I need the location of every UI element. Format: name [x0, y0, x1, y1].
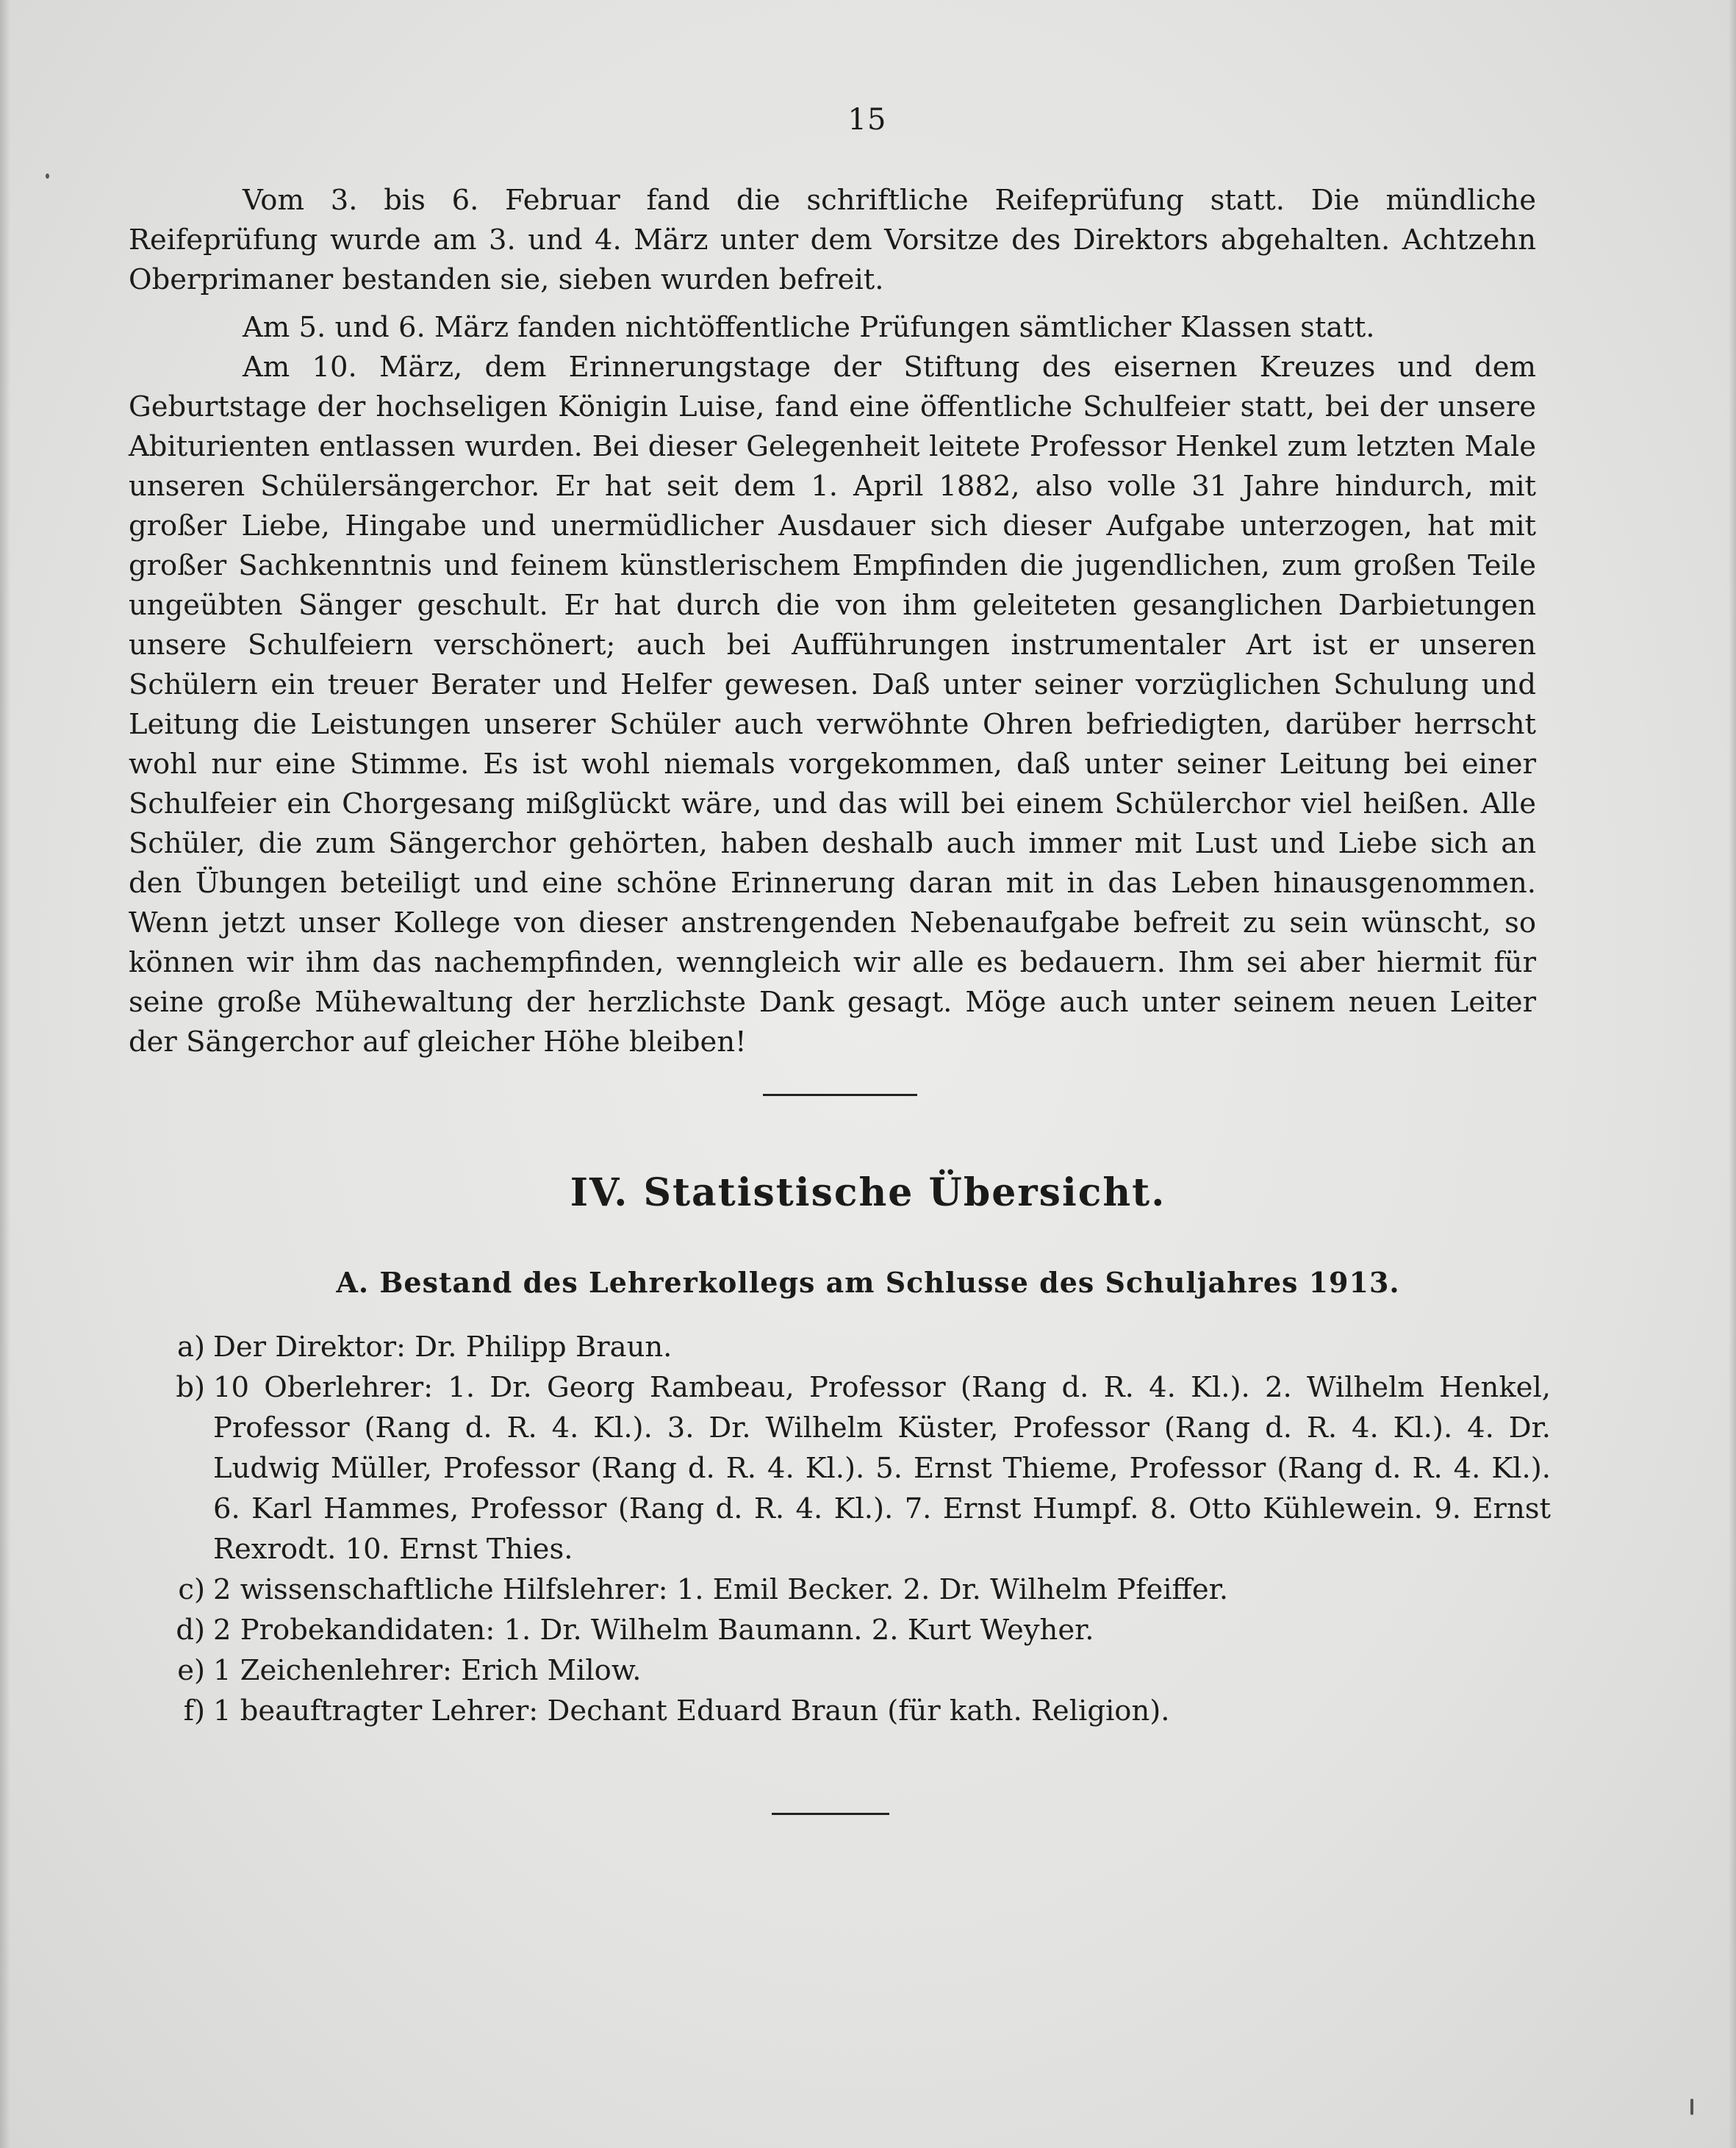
list-item [169, 1367, 1551, 1569]
list-item-text: 1 beauftragter Lehrer: Dechant Eduard Braun (für kath. Religion). [213, 1694, 1170, 1728]
page-edge-shadow-left [0, 0, 10, 2148]
list-item [169, 1569, 1551, 1610]
list-item-marker: a) [177, 1331, 205, 1364]
staff-list [169, 1327, 1551, 1731]
scan-speck [1690, 2099, 1693, 2115]
list-item-marker: c) [178, 1573, 205, 1606]
list-item-marker: f) [183, 1694, 205, 1728]
list-item [169, 1327, 1551, 1367]
list-item-text: 10 Oberlehrer: 1. Dr. Georg Rambeau, Professor (Rang d. R. 4. Kl.). 2. Wilhelm Henkel, Professor (Rang d. R. 4. Kl.). 3. Dr. Wilhelm Küster, Professor (Rang d. R. 4. Kl.). 4. Dr. Ludwig Müller, Professor (Rang d. R. 4. Kl.). 5. Ernst Thieme, Professor (Rang d. R. 4. Kl.). 6. Karl Hammes, Professor (Rang d. R. 4. Kl.). 7. Ernst Humpf. 8. Otto Kühlewein. 9. Ernst Rexrodt. 10. Ernst Thies. [213, 1371, 1551, 1566]
list-item-text: 2 wissenschaftliche Hilfslehrer: 1. Emil Becker. 2. Dr. Wilhelm Pfeiffer. [213, 1573, 1229, 1606]
paragraph-klassenpruefungen: Am 5. und 6. März fanden nichtöffentliche Prüfungen sämtlicher Klassen statt. [243, 311, 1375, 344]
list-item-text: 2 Probekandidaten: 1. Dr. Wilhelm Baumann. 2. Kurt Weyher. [213, 1614, 1094, 1647]
list-item-marker: d) [176, 1614, 205, 1647]
scan-speck [46, 173, 49, 179]
list-item [169, 1650, 1551, 1691]
page-edge-shadow-right [1729, 0, 1736, 2148]
section-divider [763, 1094, 917, 1096]
list-item [169, 1691, 1551, 1731]
paragraph-schulfeier: Am 10. März, dem Erinnerungstage der Stiftung des eisernen Kreuzes und dem Geburtstage der hochseligen Königin Luise, fand eine öffentliche Schulfeier statt, bei der unsere Abiturienten entlassen wurden. Bei dieser Gelegenheit leitete Professor Henkel zum letzten Male unseren Schülersängerchor. Er hat seit dem 1. April 1882, also volle 31 Jahre hindurch, mit großer Liebe, Hingabe und unermüdlicher Ausdauer sich dieser Aufgabe unterzogen, hat mit großer Sachkenntnis und feinem künstlerischem Empfinden die jugendlichen, zum großen Teile ungeübten Sänger geschult. Er hat durch die von ihm geleiteten gesanglichen Darbietungen unsere Schulfeiern verschönert; auch bei Aufführungen instrumentaler Art ist er unseren Schülern ein treuer Berater und Helfer gewesen. Daß unter seiner vorzüglichen Schulung und Leitung die Leistungen unserer Schüler auch verwöhnte Ohren befriedigten, darüber herrscht wohl nur eine Stimme. Es ist wohl niemals vorgekommen, daß unter seiner Leitung bei einer Schulfeier ein Chorgesang mißglückt wäre, und das will bei einem Schülerchor viel heißen. Alle Schüler, die zum Sängerchor gehörten, haben deshalb auch immer mit Lust und Liebe sich an den Übungen beteiligt und eine schöne Erinnerung daran mit in das Leben hinausgenommen. Wenn jetzt unser Kollege von dieser anstrengenden Nebenaufgabe befreit zu sein wünscht, so können wir ihm das nachempfinden, wenngleich wir alle es bedauern. Ihm sei aber hiermit für seine große Mühewaltung der herzlichste Dank gesagt. Möge auch unter seinem neuen Leiter der Sängerchor auf gleicher Höhe bleiben! [129, 351, 1536, 1059]
subsection-title: A. Bestand des Lehrerkollegs am Schlusse des Schuljahres 1913. [336, 1266, 1400, 1299]
list-item-marker: e) [177, 1654, 205, 1687]
list-item-marker: b) [176, 1371, 205, 1404]
paragraph-reifepruefung: Vom 3. bis 6. Februar fand die schriftliche Reifeprüfung statt. Die mündliche Reifeprüfung wurde am 3. und 4. März unter dem Vorsitze des Direktors abgehalten. Achtzehn Oberprimaner bestanden sie, sieben wurden befreit. [129, 184, 1536, 296]
list-item-text: Der Direktor: Dr. Philipp Braun. [213, 1331, 672, 1364]
page-number: 15 [847, 103, 887, 137]
list-item [169, 1610, 1551, 1650]
end-divider [772, 1813, 889, 1815]
section-title: IV. Statistische Übersicht. [570, 1170, 1166, 1215]
list-item-text: 1 Zeichenlehrer: Erich Milow. [213, 1654, 642, 1687]
